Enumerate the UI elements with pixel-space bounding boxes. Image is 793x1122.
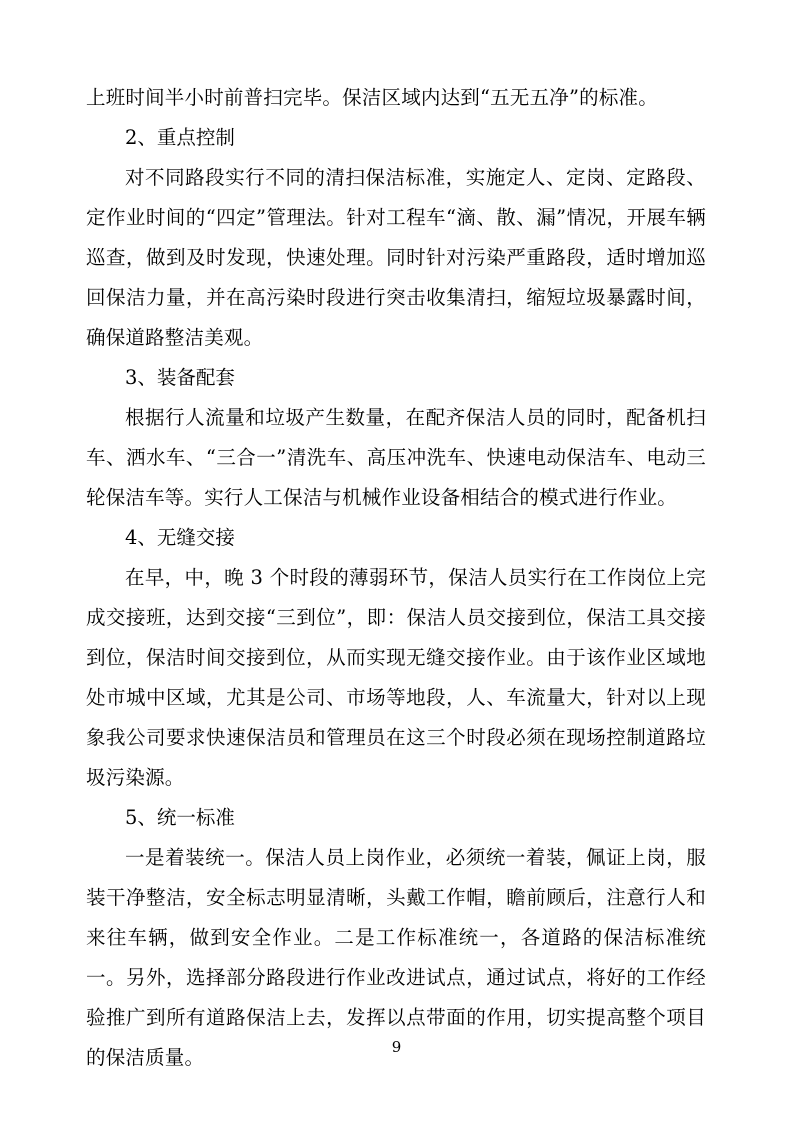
paragraph: 一是着装统一。保洁人员上岗作业，必须统一着装，佩证上岗，服装干净整洁，安全标志明显清晰，头戴工作帽，瞻前顾后，注意行人和来往车辆，做到安全作业。二是工作标准统一，各道路的保洁标准统一。另外，选择部分路段进行作业改进试点，通过试点，将好的工作经验推广到所有道路保洁上去，发挥以点带面的作用，切实提高整个项目的保洁质量。 xyxy=(86,846,706,1069)
section-heading: 2、重点控制 xyxy=(125,126,235,149)
section-heading: 5、统一标准 xyxy=(125,806,235,829)
document-body xyxy=(86,78,706,1078)
page-number: 9 xyxy=(391,1038,402,1056)
paragraph: 对不同路段实行不同的清扫保洁标准，实施定人、定岗、定路段、定作业时间的“四定”管理法。针对工程车“滴、散、漏”情况，开展车辆巡查，做到及时发现，快速处理。同时针对污染严重路段，适时增加巡回保洁力量，并在高污染时段进行突击收集清扫，缩短垃圾暴露时间，确保道路整洁美观。 xyxy=(86,166,706,349)
paragraph: 根据行人流量和垃圾产生数量，在配齐保洁人员的同时，配备机扫车、洒水车、“三合一”清洗车、高压冲洗车、快速电动保洁车、电动三轮保洁车等。实行人工保洁与机械作业设备相结合的模式进行作业。 xyxy=(86,406,706,509)
section-heading: 4、无缝交接 xyxy=(125,526,235,549)
paragraph: 在早，中，晚 3 个时段的薄弱环节，保洁人员实行在工作岗位上完成交接班，达到交接“三到位”，即：保洁人员交接到位，保洁工具交接到位，保洁时间交接到位，从而实现无缝交接作业。由于该作业区域地处市城中区域，尤其是公司、市场等地段，人、车流量大，针对以上现象我公司要求快速保洁员和管理员在这三个时段必须在现场控制道路垃圾污染源。 xyxy=(86,566,706,789)
paragraph: 上班时间半小时前普扫完毕。保洁区域内达到“五无五净”的标准。 xyxy=(86,86,658,109)
section-heading: 3、装备配套 xyxy=(125,366,235,389)
